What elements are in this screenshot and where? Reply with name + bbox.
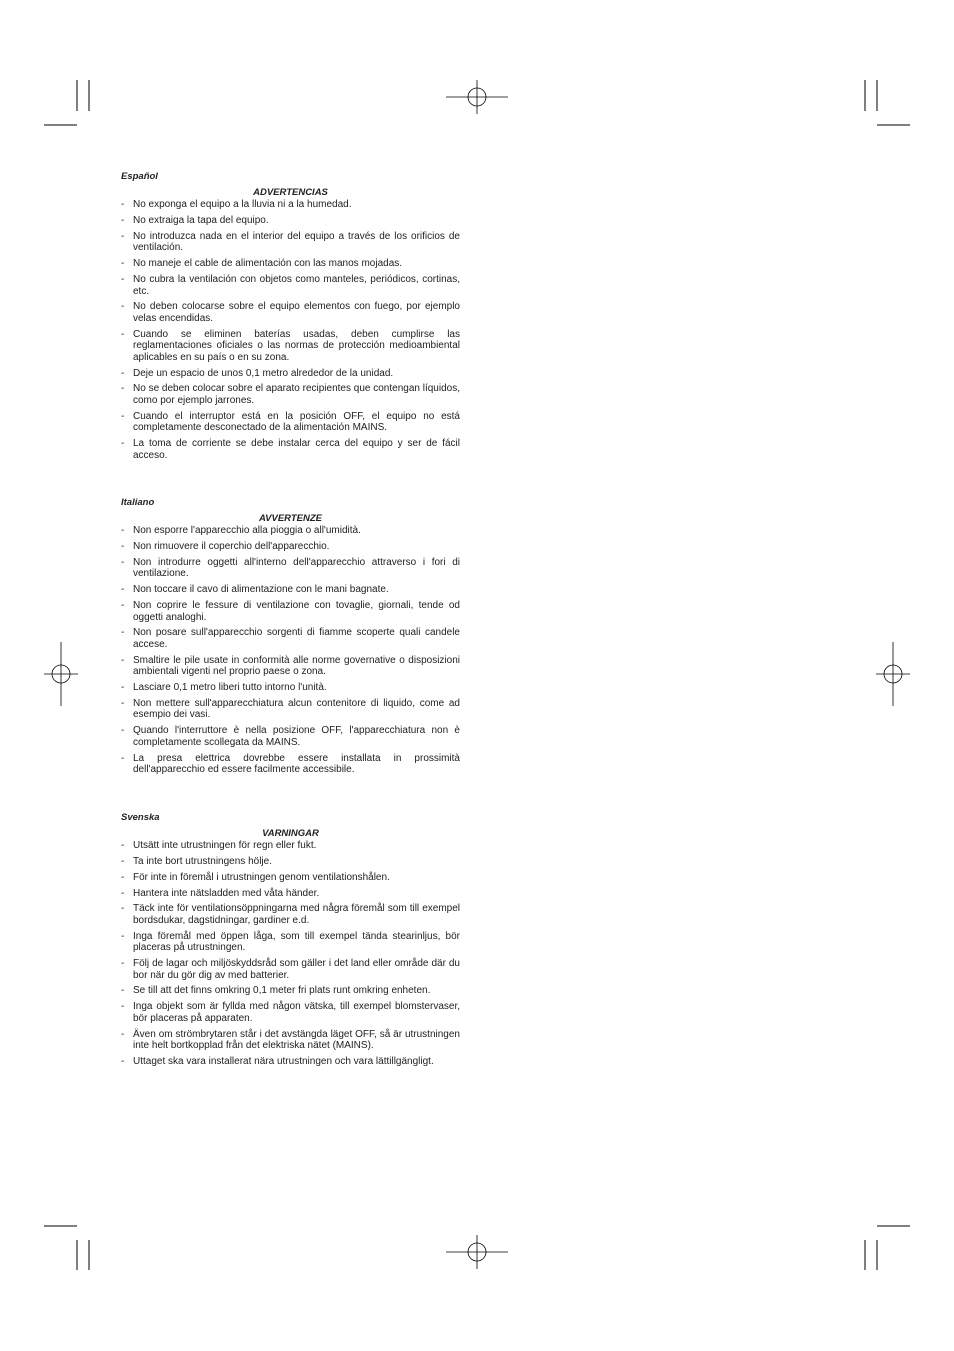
- warning-text: Hantera inte nätsladden med våta händer.: [133, 887, 320, 899]
- bullet-dash: -: [121, 697, 125, 709]
- warning-item: [121, 753, 460, 776]
- warning-text: Non mettere sull'apparecchiatura alcun contenitore di liquido, come ad esempio dei vasi.: [133, 697, 460, 721]
- bullet-dash: -: [121, 367, 125, 379]
- section-italiano: [121, 497, 460, 780]
- warning-text: No extraiga la tapa del equipo.: [133, 214, 269, 226]
- warning-text: Se till att det finns omkring 0,1 meter fri plats runt omkring enheten.: [133, 985, 431, 997]
- warning-text: Täck inte för ventilationsöppningarna med några föremål som till exempel bordsdukar, dagstidningar, gardiner e.d.: [133, 903, 460, 926]
- bullet-dash: -: [121, 871, 125, 883]
- warning-item: [121, 525, 460, 537]
- warning-item: [121, 698, 460, 721]
- warning-item: [121, 627, 460, 650]
- warning-item: [121, 856, 460, 868]
- warning-text: Ta inte bort utrustningens hölje.: [133, 855, 272, 867]
- section-espanol: [121, 171, 460, 466]
- warning-text: No maneje el cable de alimentación con las manos mojadas.: [133, 258, 403, 270]
- bullet-dash: -: [121, 1055, 125, 1067]
- bullet-dash: -: [121, 1028, 125, 1040]
- bullet-dash: -: [121, 985, 125, 997]
- warning-item: [121, 655, 460, 678]
- warning-item: [121, 584, 460, 596]
- warning-item: [121, 872, 460, 884]
- language-label: Italiano: [121, 497, 155, 508]
- language-label: Español: [121, 171, 158, 182]
- warning-item: [121, 199, 460, 211]
- registration-mark-left: [44, 642, 78, 706]
- warning-list: [121, 525, 460, 776]
- bullet-dash: -: [121, 930, 125, 942]
- bullet-dash: -: [121, 1001, 125, 1013]
- warning-text: No se deben colocar sobre el aparato recipientes que contengan líquidos, como por ejemplo jarrones.: [133, 383, 460, 406]
- bullet-dash: -: [121, 855, 125, 867]
- bullet-dash: -: [121, 438, 125, 450]
- warning-item: [121, 368, 460, 380]
- warning-text: Uttaget ska vara installerat nära utrustningen och vara lättillgängligt.: [133, 1055, 434, 1067]
- warning-text: Cuando el interruptor está en la posición OFF, el equipo no está completamente desconectado de la alimentación MAINS.: [133, 410, 460, 434]
- bullet-dash: -: [121, 525, 125, 537]
- warning-item: [121, 329, 460, 364]
- warning-text: La toma de corriente se debe instalar cerca del equipo y ser de fácil acceso.: [133, 438, 460, 461]
- bullet-dash: -: [121, 725, 125, 737]
- bullet-dash: -: [121, 556, 125, 568]
- warning-item: [121, 1056, 460, 1068]
- warning-item: [121, 231, 460, 254]
- section-heading: ADVERTENCIAS: [253, 186, 328, 198]
- warning-item: [121, 958, 460, 981]
- warning-item: [121, 215, 460, 227]
- warning-item: [121, 274, 460, 297]
- warning-text: Non rimuovere il coperchio dell'apparecchio.: [133, 540, 330, 552]
- warning-item: [121, 682, 460, 694]
- bullet-dash: -: [121, 199, 125, 211]
- warning-text: No exponga el equipo a la lluvia ni a la humedad.: [133, 199, 352, 211]
- bullet-dash: -: [121, 654, 125, 666]
- warning-text: Lasciare 0,1 metro liberi tutto intorno l'unità.: [133, 682, 327, 694]
- warning-text: Non posare sull'apparecchio sorgenti di fiamme scoperte quali candele accese.: [133, 627, 460, 650]
- warning-item: [121, 725, 460, 748]
- warning-text: Inga objekt som är fyllda med någon vätska, till exempel blomstervaser, bör placeras på apparaten.: [133, 1001, 460, 1024]
- bullet-dash: -: [121, 682, 125, 694]
- language-label: Svenska: [121, 812, 160, 823]
- warning-item: [121, 301, 460, 324]
- bullet-dash: -: [121, 540, 125, 552]
- warning-text: No cubra la ventilación con objetos como manteles, periódicos, cortinas, etc.: [133, 273, 460, 297]
- warning-item: [121, 557, 460, 580]
- warning-item: [121, 888, 460, 900]
- warning-item: [121, 931, 460, 954]
- section-svenska: [121, 812, 460, 1072]
- registration-mark-top: [446, 80, 508, 114]
- warning-text: La presa elettrica dovrebbe essere installata in prossimità dell'apparecchio ed essere facilmente accessibile.: [133, 752, 460, 776]
- bullet-dash: -: [121, 273, 125, 285]
- warning-text: Non coprire le fessure di ventilazione con tovaglie, giornali, tende od oggetti analoghi.: [133, 599, 460, 623]
- warning-text: Quando l'interruttore è nella posizione OFF, l'apparecchiatura non è completamente scollegata da MAINS.: [133, 725, 460, 748]
- registration-mark-bottom: [446, 1235, 508, 1269]
- section-heading: AVVERTENZE: [259, 512, 322, 524]
- bullet-dash: -: [121, 887, 125, 899]
- warning-item: [121, 985, 460, 997]
- warning-text: Cuando se eliminen baterías usadas, deben cumplirse las reglamentaciones oficiales o las normas de protección medioambiental aplicables en su país o en su zona.: [133, 328, 460, 363]
- warning-item: [121, 411, 460, 434]
- bullet-dash: -: [121, 301, 125, 313]
- warning-item: [121, 840, 460, 852]
- warning-item: [121, 903, 460, 926]
- bullet-dash: -: [121, 627, 125, 639]
- bullet-dash: -: [121, 328, 125, 340]
- warning-text: För inte in föremål i utrustningen genom ventilationshålen.: [133, 871, 390, 883]
- warning-item: [121, 438, 460, 461]
- warning-item: [121, 600, 460, 623]
- warning-text: Även om strömbrytaren står i det avstängda läget OFF, så är utrustningen inte helt bortkopplad från det elektriska nätet (MAINS).: [133, 1028, 460, 1052]
- warning-text: Inga föremål med öppen låga, som till exempel tända stearinljus, bör placeras på utrustningen.: [133, 930, 460, 954]
- bullet-dash: -: [121, 214, 125, 226]
- bullet-dash: -: [121, 258, 125, 270]
- warning-item: [121, 541, 460, 553]
- bullet-dash: -: [121, 230, 125, 242]
- bullet-dash: -: [121, 840, 125, 852]
- bullet-dash: -: [121, 599, 125, 611]
- warning-text: No deben colocarse sobre el equipo elementos con fuego, por ejemplo velas encendidas.: [133, 301, 460, 324]
- warning-text: Utsätt inte utrustningen för regn eller fukt.: [133, 840, 317, 852]
- warning-list: [121, 840, 460, 1067]
- registration-mark-right: [876, 642, 910, 706]
- warning-list: [121, 199, 460, 461]
- bullet-dash: -: [121, 958, 125, 970]
- warning-text: Non esporre l'apparecchio alla pioggia o all'umidità.: [133, 525, 361, 537]
- warning-text: Deje un espacio de unos 0,1 metro alrededor de la unidad.: [133, 367, 394, 379]
- bullet-dash: -: [121, 410, 125, 422]
- warning-text: Smaltire le pile usate in conformità alle norme governative o disposizioni ambientali vigenti nel proprio paese o zona.: [133, 654, 460, 678]
- warning-text: Följ de lagar och miljöskyddsråd som gäller i det land eller område där du bor när du gör dig av med batterier.: [133, 958, 460, 981]
- warning-item: [121, 383, 460, 406]
- section-heading: VARNINGAR: [262, 827, 319, 839]
- warning-item: [121, 1029, 460, 1052]
- bullet-dash: -: [121, 383, 125, 395]
- bullet-dash: -: [121, 584, 125, 596]
- warning-text: Non toccare il cavo di alimentazione con le mani bagnate.: [133, 584, 389, 596]
- bullet-dash: -: [121, 903, 125, 915]
- warning-item: [121, 258, 460, 270]
- bullet-dash: -: [121, 752, 125, 764]
- warning-item: [121, 1001, 460, 1024]
- warning-text: No introduzca nada en el interior del equipo a través de los orificios de ventilación.: [133, 230, 460, 254]
- warning-text: Non introdurre oggetti all'interno dell'apparecchio attraverso i fori di ventilazione.: [133, 556, 460, 580]
